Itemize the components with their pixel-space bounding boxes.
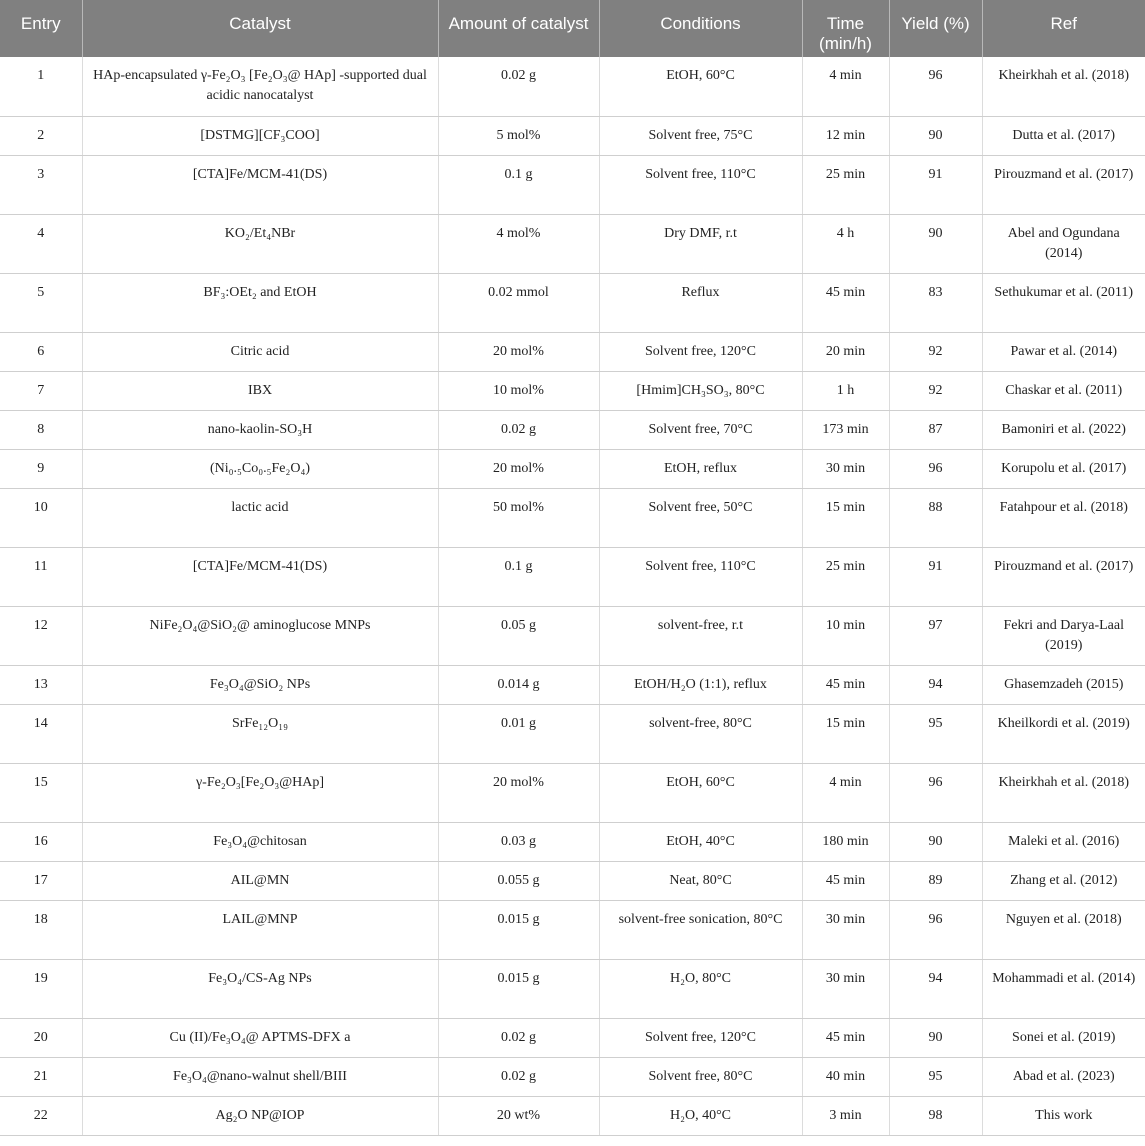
cell-catalyst: [DSTMG][CF₃COO] xyxy=(82,116,438,155)
cell-yield: 83 xyxy=(889,273,982,332)
cell-ref: Pawar et al. (2014) xyxy=(982,332,1145,371)
cell-conditions: Reflux xyxy=(599,273,802,332)
cell-yield: 96 xyxy=(889,900,982,959)
cell-time: 15 min xyxy=(802,704,889,763)
cell-entry: 15 xyxy=(0,763,82,822)
cell-time: 4 h xyxy=(802,214,889,273)
table-row xyxy=(0,704,1145,763)
cell-conditions: EtOH/H₂O (1:1), reflux xyxy=(599,665,802,704)
cell-conditions: solvent-free, r.t xyxy=(599,606,802,665)
cell-entry: 8 xyxy=(0,410,82,449)
header-yield: Yield (%) xyxy=(889,0,982,57)
cell-yield: 96 xyxy=(889,449,982,488)
cell-amount: 0.055 g xyxy=(438,861,599,900)
table-header xyxy=(0,0,1145,57)
table-row xyxy=(0,332,1145,371)
cell-conditions: Solvent free, 50°C xyxy=(599,488,802,547)
cell-time: 10 min xyxy=(802,606,889,665)
cell-conditions: Solvent free, 80°C xyxy=(599,1057,802,1096)
cell-entry: 17 xyxy=(0,861,82,900)
cell-entry: 14 xyxy=(0,704,82,763)
cell-ref: Fekri and Darya-Laal (2019) xyxy=(982,606,1145,665)
cell-amount: 0.1 g xyxy=(438,547,599,606)
cell-yield: 87 xyxy=(889,410,982,449)
cell-ref: Sethukumar et al. (2011) xyxy=(982,273,1145,332)
cell-amount: 5 mol% xyxy=(438,116,599,155)
cell-ref: Abel and Ogundana (2014) xyxy=(982,214,1145,273)
cell-ref: Pirouzmand et al. (2017) xyxy=(982,547,1145,606)
cell-amount: 0.02 g xyxy=(438,1018,599,1057)
cell-amount: 0.01 g xyxy=(438,704,599,763)
cell-amount: 0.014 g xyxy=(438,665,599,704)
cell-amount: 20 wt% xyxy=(438,1096,599,1135)
table-row xyxy=(0,1057,1145,1096)
cell-catalyst: Ag₂O NP@IOP xyxy=(82,1096,438,1135)
cell-time: 3 min xyxy=(802,1096,889,1135)
cell-time: 40 min xyxy=(802,1057,889,1096)
cell-yield: 91 xyxy=(889,547,982,606)
cell-time: 4 min xyxy=(802,57,889,116)
cell-amount: 0.015 g xyxy=(438,959,599,1018)
cell-time: 180 min xyxy=(802,822,889,861)
header-conditions: Conditions xyxy=(599,0,802,57)
cell-conditions: [Hmim]CH₃SO₃, 80°C xyxy=(599,371,802,410)
cell-conditions: EtOH, 40°C xyxy=(599,822,802,861)
cell-entry: 4 xyxy=(0,214,82,273)
cell-ref: Maleki et al. (2016) xyxy=(982,822,1145,861)
cell-entry: 9 xyxy=(0,449,82,488)
cell-entry: 2 xyxy=(0,116,82,155)
cell-amount: 0.015 g xyxy=(438,900,599,959)
table-row xyxy=(0,606,1145,665)
cell-amount: 0.02 g xyxy=(438,410,599,449)
cell-conditions: Solvent free, 110°C xyxy=(599,155,802,214)
cell-time: 20 min xyxy=(802,332,889,371)
cell-yield: 90 xyxy=(889,822,982,861)
cell-ref: Bamoniri et al. (2022) xyxy=(982,410,1145,449)
table-row xyxy=(0,547,1145,606)
cell-ref: Fatahpour et al. (2018) xyxy=(982,488,1145,547)
cell-entry: 10 xyxy=(0,488,82,547)
cell-amount: 20 mol% xyxy=(438,449,599,488)
table-row xyxy=(0,1018,1145,1057)
cell-time: 25 min xyxy=(802,155,889,214)
cell-ref: Dutta et al. (2017) xyxy=(982,116,1145,155)
cell-time: 15 min xyxy=(802,488,889,547)
cell-ref: Nguyen et al. (2018) xyxy=(982,900,1145,959)
cell-entry: 7 xyxy=(0,371,82,410)
cell-conditions: Solvent free, 120°C xyxy=(599,332,802,371)
cell-amount: 20 mol% xyxy=(438,763,599,822)
table-row xyxy=(0,57,1145,116)
cell-ref: Ghasemzadeh (2015) xyxy=(982,665,1145,704)
cell-catalyst: HAp-encapsulated γ-Fe₂O₃ [Fe₂O₃@ HAp] -supported dual acidic nanocatalyst xyxy=(82,57,438,116)
cell-time: 173 min xyxy=(802,410,889,449)
cell-entry: 12 xyxy=(0,606,82,665)
cell-entry: 22 xyxy=(0,1096,82,1135)
cell-conditions: solvent-free, 80°C xyxy=(599,704,802,763)
table-row xyxy=(0,900,1145,959)
table-row xyxy=(0,116,1145,155)
cell-entry: 11 xyxy=(0,547,82,606)
cell-catalyst: lactic acid xyxy=(82,488,438,547)
cell-catalyst: KO₂/Et₄NBr xyxy=(82,214,438,273)
table-row xyxy=(0,822,1145,861)
cell-catalyst: NiFe₂O₄@SiO₂@ aminoglucose MNPs xyxy=(82,606,438,665)
cell-conditions: solvent-free sonication, 80°C xyxy=(599,900,802,959)
header-amount: Amount of catalyst xyxy=(438,0,599,57)
cell-amount: 0.1 g xyxy=(438,155,599,214)
cell-catalyst: Fe₃O₄/CS-Ag NPs xyxy=(82,959,438,1018)
cell-yield: 92 xyxy=(889,371,982,410)
cell-time: 1 h xyxy=(802,371,889,410)
header-ref: Ref xyxy=(982,0,1145,57)
cell-conditions: Dry DMF, r.t xyxy=(599,214,802,273)
cell-entry: 21 xyxy=(0,1057,82,1096)
cell-ref: Mohammadi et al. (2014) xyxy=(982,959,1145,1018)
cell-yield: 90 xyxy=(889,214,982,273)
table-row xyxy=(0,155,1145,214)
cell-yield: 91 xyxy=(889,155,982,214)
cell-catalyst: [CTA]Fe/MCM-41(DS) xyxy=(82,155,438,214)
cell-amount: 0.02 g xyxy=(438,57,599,116)
cell-amount: 10 mol% xyxy=(438,371,599,410)
cell-time: 30 min xyxy=(802,449,889,488)
cell-catalyst: Fe₃O₄@nano-walnut shell/BIII xyxy=(82,1057,438,1096)
table-row xyxy=(0,959,1145,1018)
table-row xyxy=(0,665,1145,704)
cell-conditions: Neat, 80°C xyxy=(599,861,802,900)
cell-time: 45 min xyxy=(802,1018,889,1057)
cell-yield: 94 xyxy=(889,665,982,704)
cell-catalyst: IBX xyxy=(82,371,438,410)
cell-amount: 0.03 g xyxy=(438,822,599,861)
cell-catalyst: Fe₃O₄@chitosan xyxy=(82,822,438,861)
cell-yield: 96 xyxy=(889,57,982,116)
cell-time: 12 min xyxy=(802,116,889,155)
cell-yield: 88 xyxy=(889,488,982,547)
cell-yield: 90 xyxy=(889,1018,982,1057)
cell-yield: 96 xyxy=(889,763,982,822)
cell-yield: 89 xyxy=(889,861,982,900)
cell-entry: 20 xyxy=(0,1018,82,1057)
cell-ref: Zhang et al. (2012) xyxy=(982,861,1145,900)
cell-conditions: EtOH, 60°C xyxy=(599,763,802,822)
cell-entry: 6 xyxy=(0,332,82,371)
cell-catalyst: Citric acid xyxy=(82,332,438,371)
cell-catalyst: [CTA]Fe/MCM-41(DS) xyxy=(82,547,438,606)
cell-amount: 0.02 g xyxy=(438,1057,599,1096)
cell-conditions: Solvent free, 70°C xyxy=(599,410,802,449)
table-body xyxy=(0,57,1145,1135)
cell-ref: Kheirkhah et al. (2018) xyxy=(982,763,1145,822)
cell-ref: Pirouzmand et al. (2017) xyxy=(982,155,1145,214)
cell-yield: 98 xyxy=(889,1096,982,1135)
cell-time: 45 min xyxy=(802,273,889,332)
cell-conditions: Solvent free, 110°C xyxy=(599,547,802,606)
cell-amount: 0.05 g xyxy=(438,606,599,665)
cell-yield: 90 xyxy=(889,116,982,155)
header-entry: Entry xyxy=(0,0,82,57)
cell-catalyst: Cu (II)/Fe₃O₄@ APTMS-DFX a xyxy=(82,1018,438,1057)
cell-ref: Kheirkhah et al. (2018) xyxy=(982,57,1145,116)
cell-catalyst: LAIL@MNP xyxy=(82,900,438,959)
table-row xyxy=(0,214,1145,273)
table-row xyxy=(0,449,1145,488)
cell-conditions: Solvent free, 75°C xyxy=(599,116,802,155)
cell-time: 45 min xyxy=(802,665,889,704)
cell-ref: This work xyxy=(982,1096,1145,1135)
cell-amount: 0.02 mmol xyxy=(438,273,599,332)
cell-entry: 19 xyxy=(0,959,82,1018)
cell-ref: Korupolu et al. (2017) xyxy=(982,449,1145,488)
cell-amount: 20 mol% xyxy=(438,332,599,371)
cell-catalyst: γ-Fe₂O₃[Fe₂O₃@HAp] xyxy=(82,763,438,822)
cell-catalyst: (Ni₀.₅Co₀.₅Fe₂O₄) xyxy=(82,449,438,488)
header-time: Time (min/h) xyxy=(802,0,889,57)
cell-time: 30 min xyxy=(802,900,889,959)
cell-catalyst: BF₃:OEt₂ and EtOH xyxy=(82,273,438,332)
cell-entry: 5 xyxy=(0,273,82,332)
cell-entry: 16 xyxy=(0,822,82,861)
cell-catalyst: nano-kaolin-SO₃H xyxy=(82,410,438,449)
cell-catalyst: Fe₃O₄@SiO₂ NPs xyxy=(82,665,438,704)
cell-conditions: Solvent free, 120°C xyxy=(599,1018,802,1057)
table-row xyxy=(0,410,1145,449)
cell-time: 25 min xyxy=(802,547,889,606)
cell-entry: 1 xyxy=(0,57,82,116)
table-row xyxy=(0,273,1145,332)
cell-ref: Sonei et al. (2019) xyxy=(982,1018,1145,1057)
cell-entry: 18 xyxy=(0,900,82,959)
cell-yield: 95 xyxy=(889,1057,982,1096)
table-row xyxy=(0,763,1145,822)
cell-yield: 97 xyxy=(889,606,982,665)
cell-yield: 92 xyxy=(889,332,982,371)
cell-conditions: EtOH, reflux xyxy=(599,449,802,488)
cell-time: 45 min xyxy=(802,861,889,900)
table-row xyxy=(0,371,1145,410)
cell-yield: 94 xyxy=(889,959,982,1018)
cell-conditions: EtOH, 60°C xyxy=(599,57,802,116)
cell-catalyst: AIL@MN xyxy=(82,861,438,900)
cell-conditions: H₂O, 40°C xyxy=(599,1096,802,1135)
cell-time: 30 min xyxy=(802,959,889,1018)
table-row xyxy=(0,1096,1145,1135)
table-row xyxy=(0,488,1145,547)
header-catalyst: Catalyst xyxy=(82,0,438,57)
cell-conditions: H₂O, 80°C xyxy=(599,959,802,1018)
cell-ref: Abad et al. (2023) xyxy=(982,1057,1145,1096)
table-row xyxy=(0,861,1145,900)
cell-catalyst: SrFe₁₂O₁₉ xyxy=(82,704,438,763)
cell-time: 4 min xyxy=(802,763,889,822)
cell-entry: 3 xyxy=(0,155,82,214)
cell-yield: 95 xyxy=(889,704,982,763)
cell-amount: 4 mol% xyxy=(438,214,599,273)
cell-amount: 50 mol% xyxy=(438,488,599,547)
cell-ref: Chaskar et al. (2011) xyxy=(982,371,1145,410)
cell-ref: Kheilkordi et al. (2019) xyxy=(982,704,1145,763)
cell-entry: 13 xyxy=(0,665,82,704)
